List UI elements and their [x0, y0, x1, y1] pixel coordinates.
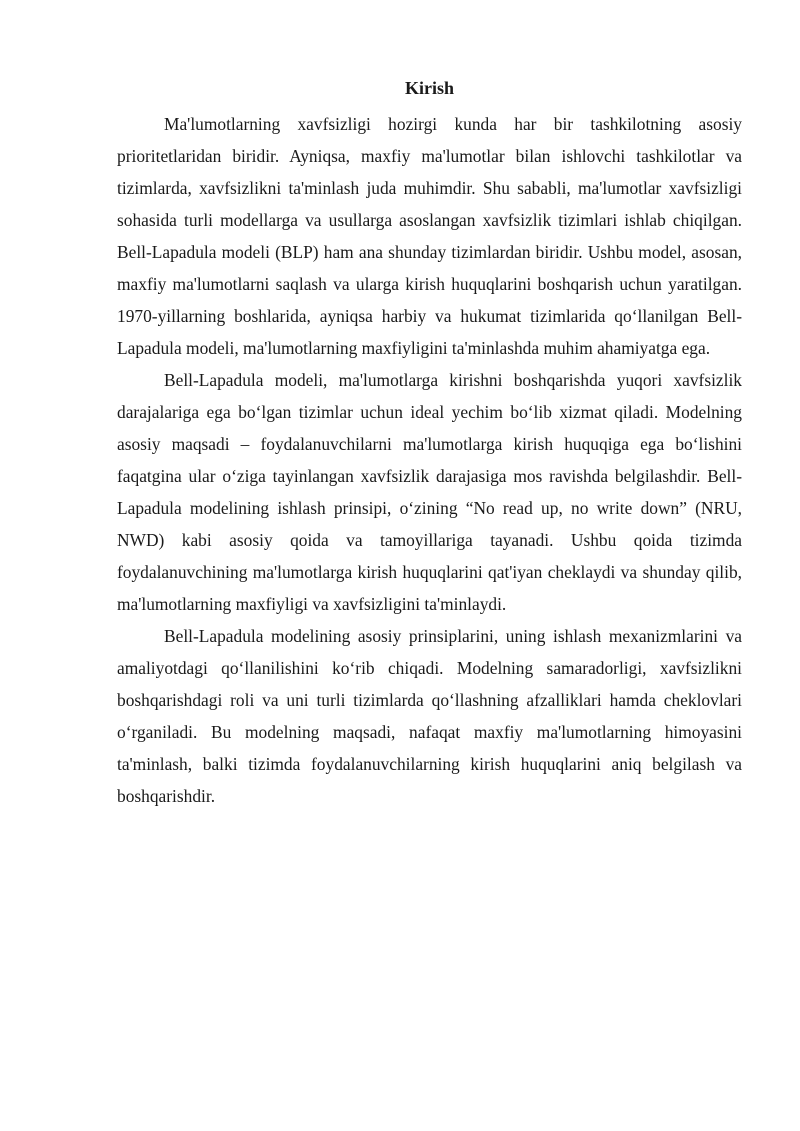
section-title: Kirish: [404, 78, 454, 98]
paragraph-1: Ma'lumotlarning xavfsizligi hozirgi kunda har bir tashkilotning asosiy prioritetlaridan biridir. Ayniqsa, maxfiy ma'lumotlar bilan ishlovchi tashkilotlar va tizimlarda, xavfsizlikni ta'minlash juda muhimdir. Shu sababli, ma'lumotlar xavfsizligi sohasida turli modellarga va usullarga asoslangan xavfsizlik tizimlari ishlab chiqilgan. Bell-Lapadula modeli (BLP) ham ana shunday tizimlardan biridir. Ushbu model, asosan, maxfiy ma'lumotlarni saqlash va ularga kirish huquqlarini boshqarish uchun yaratilgan. 1970-yillarning boshlarida, ayniqsa harbiy va hukumat tizimlarida qo‘llanilgan Bell-Lapadula modeli, ma'lumotlarning maxfiyligini ta'minlashda muhim ahamiyatga ega.: [117, 114, 742, 358]
paragraph-3: Bell-Lapadula modelining asosiy prinsiplarini, uning ishlash mexanizmlarini va amaliyotdagi qo‘llanilishini ko‘rib chiqadi. Modelning samaradorligi, xavfsizlikni boshqarishdagi roli va uni turli tizimlarda qo‘llashning afzalliklari hamda cheklovlari o‘rganiladi. Bu modelning maqsadi, nafaqat maxfiy ma'lumotlarning himoyasini ta'minlash, balki tizimda foydalanuvchilarning kirish huquqlarini aniq belgilash va boshqarishdir.: [117, 626, 742, 806]
paragraph-2: Bell-Lapadula modeli, ma'lumotlarga kirishni boshqarishda yuqori xavfsizlik darajalariga ega bo‘lgan tizimlar uchun ideal yechim bo‘lib xizmat qiladi. Modelning asosiy maqsadi – foydalanuvchilarni ma'lumotlarga kirish huquqiga ega bo‘lishini faqatgina ular o‘ziga tayinlangan xavfsizlik darajasiga mos ravishda belgilashdir. Bell-Lapadula modelining ishlash prinsipi, o‘zining “No read up, no write down” (NRU, NWD) kabi asosiy qoida va tamoyillariga tayanadi. Ushbu qoida tizimda foydalanuvchining ma'lumotlarga kirish huquqlarini qat'iyan cheklaydi va shunday qilib, ma'lumotlarning maxfiyligi va xavfsizligini ta'minlaydi.: [117, 370, 742, 614]
